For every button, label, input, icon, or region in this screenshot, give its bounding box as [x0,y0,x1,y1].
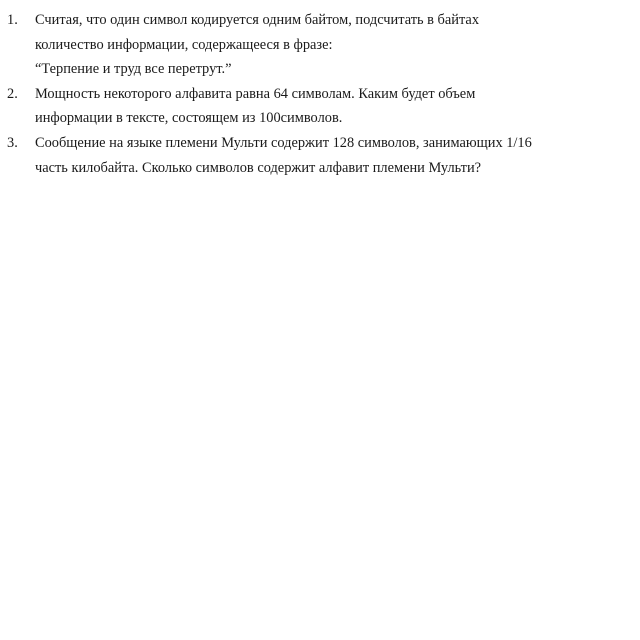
task-text-line: Мощность некоторого алфавита равна 64 символам. Каким будет объем [35,85,476,102]
task-text-line: количество информации, содержащееся в фразе: [35,36,333,53]
task-number: 2. [7,85,18,102]
task-text-line: Сообщение на языке племени Мульти содержит 128 символов, занимающих 1/16 [35,134,532,151]
task-item-3 [7,131,640,180]
task-list [7,8,640,180]
task-text-line: Считая, что один символ кодируется одним байтом, подсчитать в байтах [35,12,480,28]
task-text-line: часть килобайта. Сколько символов содержит алфавит племени Мульти? [35,159,482,176]
task-item-1 [7,8,640,82]
task-text-line: “Терпение и труд все перетрут.” [35,61,232,78]
task-number: 1. [7,12,18,28]
task-item-2 [7,82,640,131]
task-number: 3. [7,134,18,151]
task-text-line: информации в тексте, состоящем из 100символов. [35,110,343,127]
